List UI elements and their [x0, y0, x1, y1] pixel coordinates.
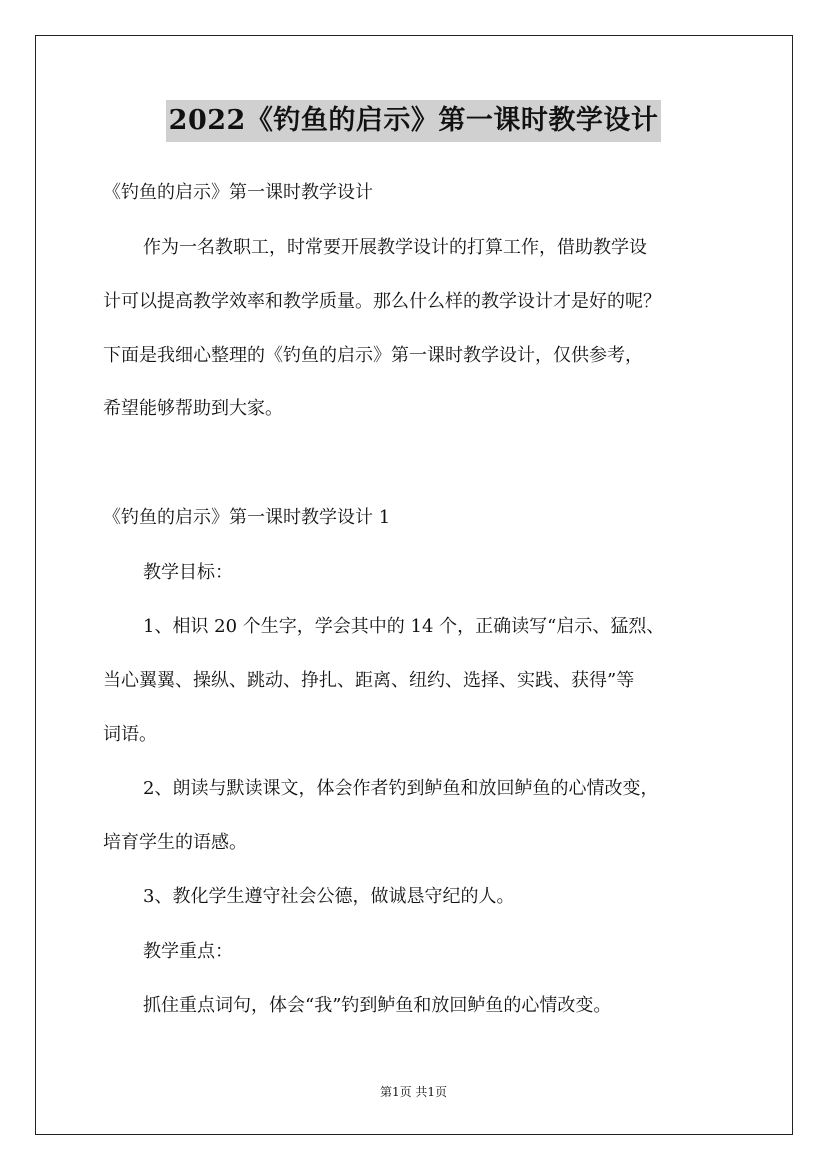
objective-1-line-2: 当心翼翼、操纵、跳动、挣扎、距离、纽约、选择、实践、获得”等	[103, 670, 635, 691]
document-title: 2022《钓鱼的启示》第一课时教学设计	[166, 100, 662, 142]
objective-2-line-1: 2、朗读与默读课文，体会作者钓到鲈鱼和放回鲈鱼的心情改变，	[143, 778, 659, 799]
objective-2-line-2: 培育学生的语感。	[103, 832, 247, 853]
title-wrap	[0, 100, 827, 142]
document-subtitle: 《钓鱼的启示》第一课时教学设计	[103, 182, 373, 203]
intro-line-2: 计可以提高教学效率和教学质量。那么什么样的教学设计才是好的呢？	[103, 291, 661, 312]
objectives-label: 教学目标：	[143, 562, 233, 583]
intro-line-1: 作为一名教职工，时常要开展教学设计的打算工作，借助教学设	[143, 237, 647, 258]
key-points-label: 教学重点：	[143, 941, 233, 962]
objective-1-line-3: 词语。	[103, 724, 157, 745]
objective-1-line-1: 1、相识 20 个生字，学会其中的 14 个，正确读写“启示、猛烈、	[143, 616, 665, 637]
intro-line-4: 希望能够帮助到大家。	[103, 398, 283, 419]
page-footer: 第1页 共1页	[379, 1085, 448, 1099]
intro-line-3: 下面是我细心整理的《钓鱼的启示》第一课时教学设计，仅供参考，	[103, 345, 643, 366]
key-point-1: 抓住重点词句，体会“我”钓到鲈鱼和放回鲈鱼的心情改变。	[143, 995, 612, 1016]
section-heading: 《钓鱼的启示》第一课时教学设计 1	[103, 507, 391, 528]
objective-3: 3、教化学生遵守社会公德，做诚恳守纪的人。	[143, 886, 515, 907]
